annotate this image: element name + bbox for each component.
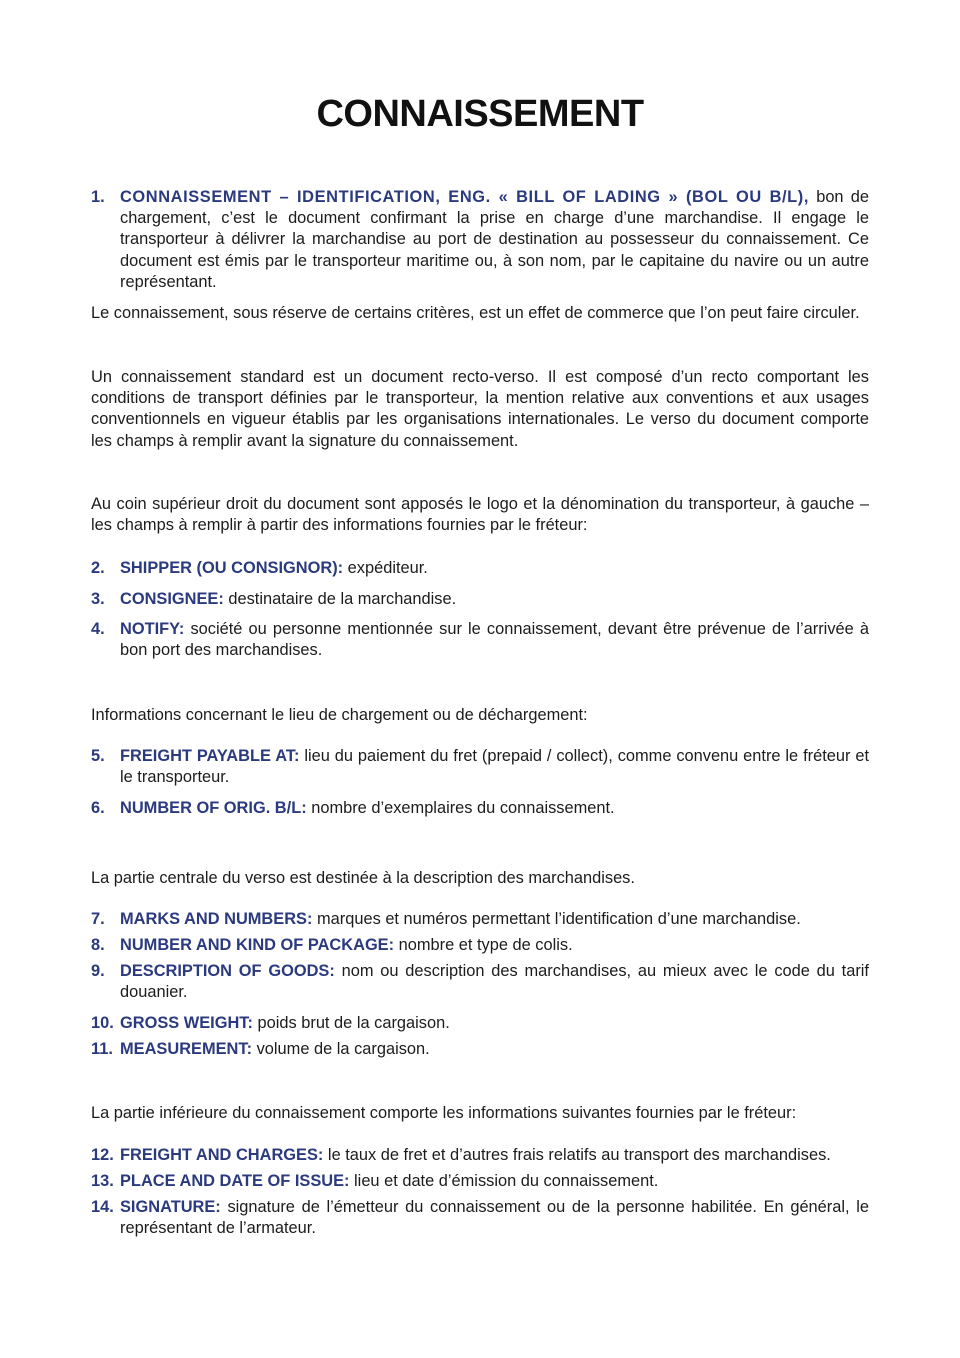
item-text: lieu du paiement du fret (prepaid / collect), comme convenu entre le fréteur et le transporteur. (120, 747, 869, 787)
item-number: 1. (91, 188, 105, 206)
list-item (91, 187, 869, 293)
list-item (91, 1145, 869, 1166)
item-term: FREIGHT AND CHARGES: (120, 1146, 324, 1164)
item-text: lieu et date d’émission du connaissement. (349, 1172, 659, 1190)
item-number: 12. (91, 1146, 114, 1164)
list-item (91, 1013, 869, 1034)
list-item (91, 558, 869, 579)
item-number: 7. (91, 910, 105, 928)
item-text: destinataire de la marchandise. (223, 590, 457, 608)
item-text: nombre et type de colis. (394, 936, 573, 954)
list-item (91, 909, 869, 930)
item-text: expéditeur. (343, 559, 428, 577)
list-item (91, 746, 869, 788)
item-number: 5. (91, 747, 105, 765)
item-term: NUMBER OF ORIG. B/L: (120, 799, 307, 817)
list-item (91, 619, 869, 661)
item-term: GROSS WEIGHT: (120, 1014, 253, 1032)
item-number: 10. (91, 1014, 114, 1032)
page-title: CONNAISSEMENT (316, 93, 644, 135)
list-item (91, 935, 869, 956)
item-term: CONNAISSEMENT – IDENTIFICATION, ENG. « BILL OF LADING » (BOL OU B/L), (120, 188, 809, 206)
list-item (91, 961, 869, 1003)
item-term: FREIGHT PAYABLE AT: (120, 747, 300, 765)
item-number: 6. (91, 799, 105, 817)
item-number: 8. (91, 936, 105, 954)
item-number: 3. (91, 590, 105, 608)
item-term: CONSIGNEE: (120, 590, 224, 608)
item-number: 14. (91, 1198, 114, 1216)
item-term: NUMBER AND KIND OF PACKAGE: (120, 936, 395, 954)
item-number: 2. (91, 559, 105, 577)
item-term: SHIPPER (OU CONSIGNOR): (120, 559, 344, 577)
item-term: MARKS AND NUMBERS: (120, 910, 313, 928)
paragraph: Un connaissement standard est un document recto-verso. Il est composé d’un recto comportant les conditions de transport définies par le transporteur, la mention relative aux conventions et aux usages conventionnels en vigueur établis par les organisations internationales. Le verso du document comporte les champs à remplir avant la signature du connaissement. (91, 368, 869, 450)
item-number: 9. (91, 962, 105, 980)
paragraph: Informations concernant le lieu de chargement ou de déchargement: (91, 706, 588, 724)
list-item (91, 1171, 869, 1192)
item-text: volume de la cargaison. (252, 1040, 430, 1058)
paragraph: Le connaissement, sous réserve de certains critères, est un effet de commerce que l’on peut faire circuler. (91, 304, 860, 322)
item-number: 13. (91, 1172, 114, 1190)
list-item (91, 589, 869, 610)
list-item (91, 1039, 869, 1060)
item-text: bon de chargement, c’est le document confirmant la prise en charge d’une marchandise. Il engage le transporteur à délivrer la marchandise au port de destination au possesseur du connaissement. Ce document est émis par le transporteur maritime ou, à son nom, par le capitaine du navire ou un autre représentant. (120, 188, 869, 291)
item-number: 11. (91, 1040, 113, 1058)
item-text: le taux de fret et d’autres frais relatifs au transport des marchandises. (323, 1146, 831, 1164)
paragraph: La partie centrale du verso est destinée à la description des marchandises. (91, 869, 635, 887)
item-text: nom ou description des marchandises, au mieux avec le code du tarif douanier. (120, 962, 869, 1002)
item-term: MEASUREMENT: (120, 1040, 253, 1058)
item-text: société ou personne mentionnée sur le connaissement, devant être prévenue de l’arrivée à bon port des marchandises. (120, 620, 869, 660)
item-text: marques et numéros permettant l’identification d’une marchandise. (312, 910, 801, 928)
item-text: poids brut de la cargaison. (252, 1014, 450, 1032)
list-item (91, 1197, 869, 1239)
item-term: PLACE AND DATE OF ISSUE: (120, 1172, 350, 1190)
list-item (91, 798, 869, 819)
item-number: 4. (91, 620, 105, 638)
item-term: SIGNATURE: (120, 1198, 221, 1216)
item-term: NOTIFY: (120, 620, 185, 638)
item-term: DESCRIPTION OF GOODS: (120, 962, 335, 980)
item-text: signature de l’émetteur du connaissement ou de la personne habilitée. En général, le représentant de l’armateur. (120, 1198, 869, 1238)
paragraph: La partie inférieure du connaissement comporte les informations suivantes fournies par le fréteur: (91, 1104, 797, 1122)
item-text: nombre d’exemplaires du connaissement. (306, 799, 615, 817)
paragraph: Au coin supérieur droit du document sont apposés le logo et la dénomination du transporteur, à gauche – les champs à remplir à partir des informations fournies par le fréteur: (91, 495, 869, 535)
